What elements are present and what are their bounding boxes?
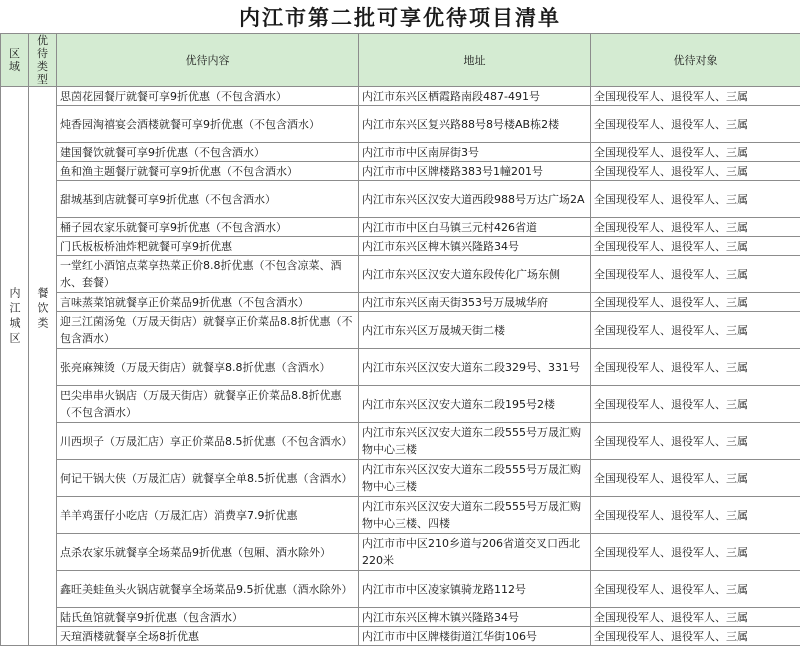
cell-target: 全国现役军人、退役军人、三属 xyxy=(591,256,800,293)
cell-target: 全国现役军人、退役军人、三属 xyxy=(591,349,800,386)
header-target: 优待对象 xyxy=(591,34,800,87)
cell-target: 全国现役军人、退役军人、三属 xyxy=(591,571,800,608)
cell-address: 内江市东兴区汉安大道东二段555号万晟汇购物中心三楼、四楼 xyxy=(359,497,591,534)
table-row xyxy=(1,460,800,497)
region-label: 内江城区 xyxy=(6,287,23,347)
cell-target: 全国现役军人、退役军人、三属 xyxy=(591,237,800,256)
cell-target: 全国现役军人、退役军人、三属 xyxy=(591,106,800,143)
table-row xyxy=(1,256,800,293)
cell-content: 门氏板板桥油炸粑就餐可享9折优惠 xyxy=(57,237,359,256)
table-row xyxy=(1,87,800,106)
cell-target: 全国现役军人、退役军人、三属 xyxy=(591,87,800,106)
cell-address: 内江市东兴区汉安大道东二段555号万晟汇购物中心三楼 xyxy=(359,423,591,460)
table-row xyxy=(1,312,800,349)
cell-address: 内江市东兴区栖霞路南段487-491号 xyxy=(359,87,591,106)
cell-address: 内江市东兴区汉安大道东二段195号2楼 xyxy=(359,386,591,423)
cell-target: 全国现役军人、退役军人、三属 xyxy=(591,534,800,571)
table-row xyxy=(1,627,800,646)
cell-content: 桶子园农家乐就餐可享9折优惠（不包含酒水） xyxy=(57,218,359,237)
table-row xyxy=(1,386,800,423)
cell-address: 内江市市中区牌楼街道江华街106号 xyxy=(359,627,591,646)
cell-target: 全国现役军人、退役军人、三属 xyxy=(591,181,800,218)
header-content: 优待内容 xyxy=(57,34,359,87)
cell-target: 全国现役军人、退役军人、三属 xyxy=(591,423,800,460)
table-row xyxy=(1,237,800,256)
table-row xyxy=(1,218,800,237)
cell-content: 迎三江菌汤兔（万晟天街店）就餐享正价菜品8.8折优惠（不包含酒水） xyxy=(57,312,359,349)
cell-target: 全国现役军人、退役军人、三属 xyxy=(591,162,800,181)
cell-content: 川西坝子（万晟汇店）享正价菜品8.5折优惠（不包含酒水） xyxy=(57,423,359,460)
header-address: 地址 xyxy=(359,34,591,87)
benefit-table xyxy=(0,33,800,646)
table-row xyxy=(1,349,800,386)
cell-content: 一堂红小酒馆点菜享热菜正价8.8折优惠（不包含凉菜、酒水、套餐） xyxy=(57,256,359,293)
header-row xyxy=(1,34,800,87)
cell-address: 内江市市中区牌楼路383号1幢201号 xyxy=(359,162,591,181)
table-row xyxy=(1,571,800,608)
table-row xyxy=(1,293,800,312)
cell-content: 羊羊鸡蛋仔小吃店（万晟汇店）消费享7.9折优惠 xyxy=(57,497,359,534)
cell-address: 内江市东兴区万晟城天街二楼 xyxy=(359,312,591,349)
cell-content: 何记干锅大侠（万晟汇店）就餐享全单8.5折优惠（含酒水） xyxy=(57,460,359,497)
cell-target: 全国现役军人、退役军人、三属 xyxy=(591,218,800,237)
cell-content: 张亮麻辣烫（万晟天街店）就餐享8.8折优惠（含酒水） xyxy=(57,349,359,386)
cell-target: 全国现役军人、退役军人、三属 xyxy=(591,312,800,349)
cell-address: 内江市东兴区椑木镇兴隆路34号 xyxy=(359,237,591,256)
cell-address: 内江市东兴区椑木镇兴隆路34号 xyxy=(359,608,591,627)
cell-content: 思茵花园餐厅就餐可享9折优惠（不包含酒水） xyxy=(57,87,359,106)
cell-content: 点杀农家乐就餐享全场菜品9折优惠（包厢、酒水除外） xyxy=(57,534,359,571)
cell-content: 鱼和渔主题餐厅就餐可享9折优惠（不包含酒水） xyxy=(57,162,359,181)
cell-content: 甜城基到店就餐可享9折优惠（不包含酒水） xyxy=(57,181,359,218)
cell-address: 内江市市中区白马镇三元村426省道 xyxy=(359,218,591,237)
region-cell xyxy=(1,87,29,646)
cell-content: 天瑄酒楼就餐享全场8折优惠 xyxy=(57,627,359,646)
table-row xyxy=(1,608,800,627)
header-region: 区域 xyxy=(1,34,29,87)
cell-address: 内江市市中区凌家镇骑龙路112号 xyxy=(359,571,591,608)
cell-address: 内江市东兴区汉安大道东二段555号万晟汇购物中心三楼 xyxy=(359,460,591,497)
cell-address: 内江市东兴区复兴路88号8号楼AB栋2楼 xyxy=(359,106,591,143)
table-row xyxy=(1,106,800,143)
cell-target: 全国现役军人、退役军人、三属 xyxy=(591,460,800,497)
cell-content: 巴尖串串火锅店（万晟天街店）就餐享正价菜品8.8折优惠（不包含酒水） xyxy=(57,386,359,423)
cell-target: 全国现役军人、退役军人、三属 xyxy=(591,143,800,162)
cell-address: 内江市东兴区汉安大道西段988号万达广场2A xyxy=(359,181,591,218)
document-title: 内江市第二批可享优待项目清单 xyxy=(0,0,800,34)
cell-target: 全国现役军人、退役军人、三属 xyxy=(591,293,800,312)
cell-address: 内江市东兴区南天街353号万晟城华府 xyxy=(359,293,591,312)
cell-content: 陆氏鱼馆就餐享9折优惠（包含酒水） xyxy=(57,608,359,627)
table-row xyxy=(1,497,800,534)
cell-address: 内江市东兴区汉安大道东段传化广场东侧 xyxy=(359,256,591,293)
table-row xyxy=(1,423,800,460)
table-row xyxy=(1,181,800,218)
cell-address: 内江市市中区210乡道与206省道交叉口西北220米 xyxy=(359,534,591,571)
cell-content: 鑫旺美蛙鱼头火锅店就餐享全场菜品9.5折优惠（酒水除外） xyxy=(57,571,359,608)
category-cell xyxy=(29,87,57,646)
cell-address: 内江市市中区南屏街3号 xyxy=(359,143,591,162)
table-row xyxy=(1,162,800,181)
cell-content: 建国餐饮就餐可享9折优惠（不包含酒水） xyxy=(57,143,359,162)
cell-target: 全国现役军人、退役军人、三属 xyxy=(591,497,800,534)
category-label: 餐饮类 xyxy=(34,287,51,332)
cell-target: 全国现役军人、退役军人、三属 xyxy=(591,386,800,423)
cell-content: 炖香园淘禧宴会酒楼就餐可享9折优惠（不包含酒水） xyxy=(57,106,359,143)
cell-target: 全国现役军人、退役军人、三属 xyxy=(591,608,800,627)
cell-address: 内江市东兴区汉安大道东二段329号、331号 xyxy=(359,349,591,386)
header-category: 优待类型 xyxy=(29,34,57,87)
cell-target: 全国现役军人、退役军人、三属 xyxy=(591,627,800,646)
table-row xyxy=(1,143,800,162)
table-row xyxy=(1,534,800,571)
cell-content: 言味蒸菜馆就餐享正价菜品9折优惠（不包含酒水） xyxy=(57,293,359,312)
